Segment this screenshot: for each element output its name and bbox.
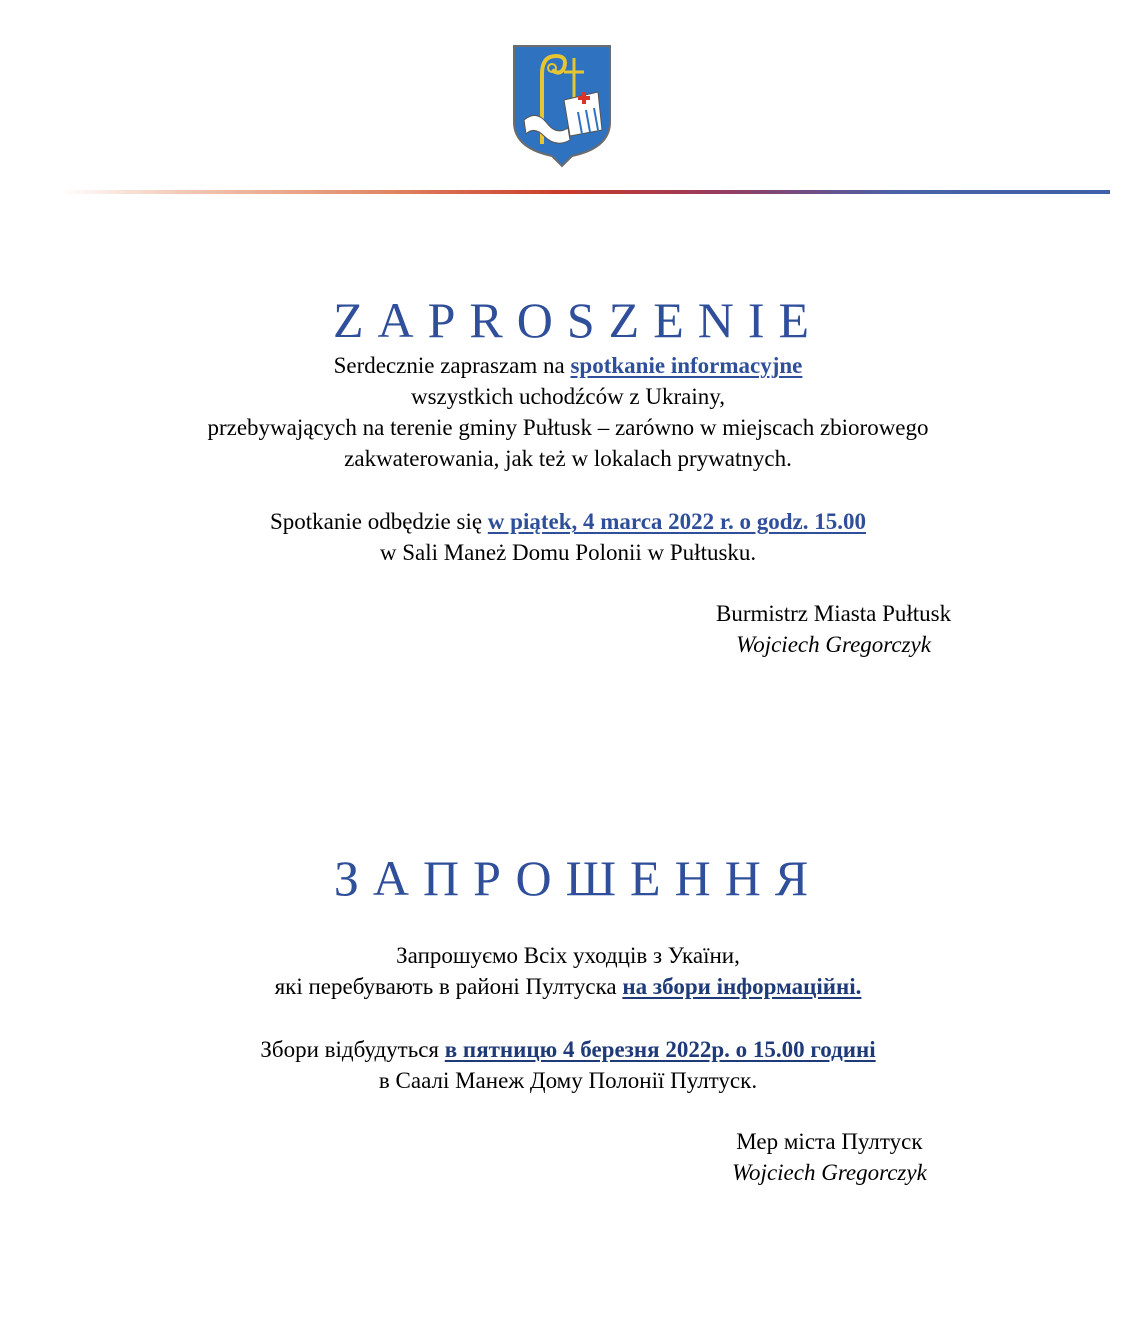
intro-ua-prefix: які перебувають в районі Пултуска: [274, 974, 623, 999]
signature-name: Wojciech Gregorczyk: [736, 632, 931, 657]
signature-name-ua: Wojciech Gregorczyk: [732, 1160, 927, 1185]
meeting-type-highlight: spotkanie informacyjne: [570, 353, 803, 378]
signature-polish: [716, 598, 951, 660]
meeting-date-line: [0, 506, 1136, 537]
intro-paragraph-ukrainian: [0, 940, 1136, 1002]
intro-line-2: wszystkich uchodźców z Ukrainy,: [410, 384, 726, 409]
meeting-date-highlight-ua: в пятницю 4 березня 2022р. о 15.00 годині: [444, 1037, 876, 1062]
intro-paragraph-polish: [0, 350, 1136, 474]
coat-of-arms-icon: [512, 44, 612, 168]
meeting-place-line-ua: в Саалі Манеж Дому Полонії Пултуск.: [378, 1068, 758, 1093]
meeting-type-highlight-ua: на збори інформаційні.: [622, 974, 862, 999]
header-divider: [60, 190, 1110, 194]
signature-role: Burmistrz Miasta Pułtusk: [716, 601, 952, 626]
invitation-title-ukrainian: ЗАПРОШЕННЯ: [333, 850, 823, 906]
invitation-title-polish: ZAPROSZENIE: [332, 292, 824, 348]
meeting-details-polish: [0, 506, 1136, 568]
meeting-date-highlight: w piątek, 4 marca 2022 r. o godz. 15.00: [487, 509, 867, 534]
meeting-place-line: w Sali Maneż Domu Polonii w Pułtusku.: [379, 540, 757, 565]
meeting-date-prefix-ua: Збори відбудуться: [260, 1037, 445, 1062]
signature-ukrainian: [732, 1126, 927, 1188]
meeting-date-prefix: Spotkanie odbędzie się: [269, 509, 488, 534]
intro-line-3: przebywających na terenie gminy Pułtusk – zarówno w miejscach zbiorowego: [207, 415, 929, 440]
signature-role-ua: Мер міста Пултуск: [736, 1129, 923, 1154]
meeting-date-line-ua: [0, 1034, 1136, 1065]
intro-line-polish: [0, 350, 1136, 381]
intro-line-ua-2: [0, 971, 1136, 1002]
intro-line-ua-1: Запрошуємо Всіх уходців з Укаїни,: [396, 943, 740, 968]
intro-line-4: zakwaterowania, jak też w lokalach prywatnych.: [344, 446, 792, 471]
meeting-details-ukrainian: [0, 1034, 1136, 1096]
intro-prefix: Serdecznie zapraszam na: [333, 353, 571, 378]
